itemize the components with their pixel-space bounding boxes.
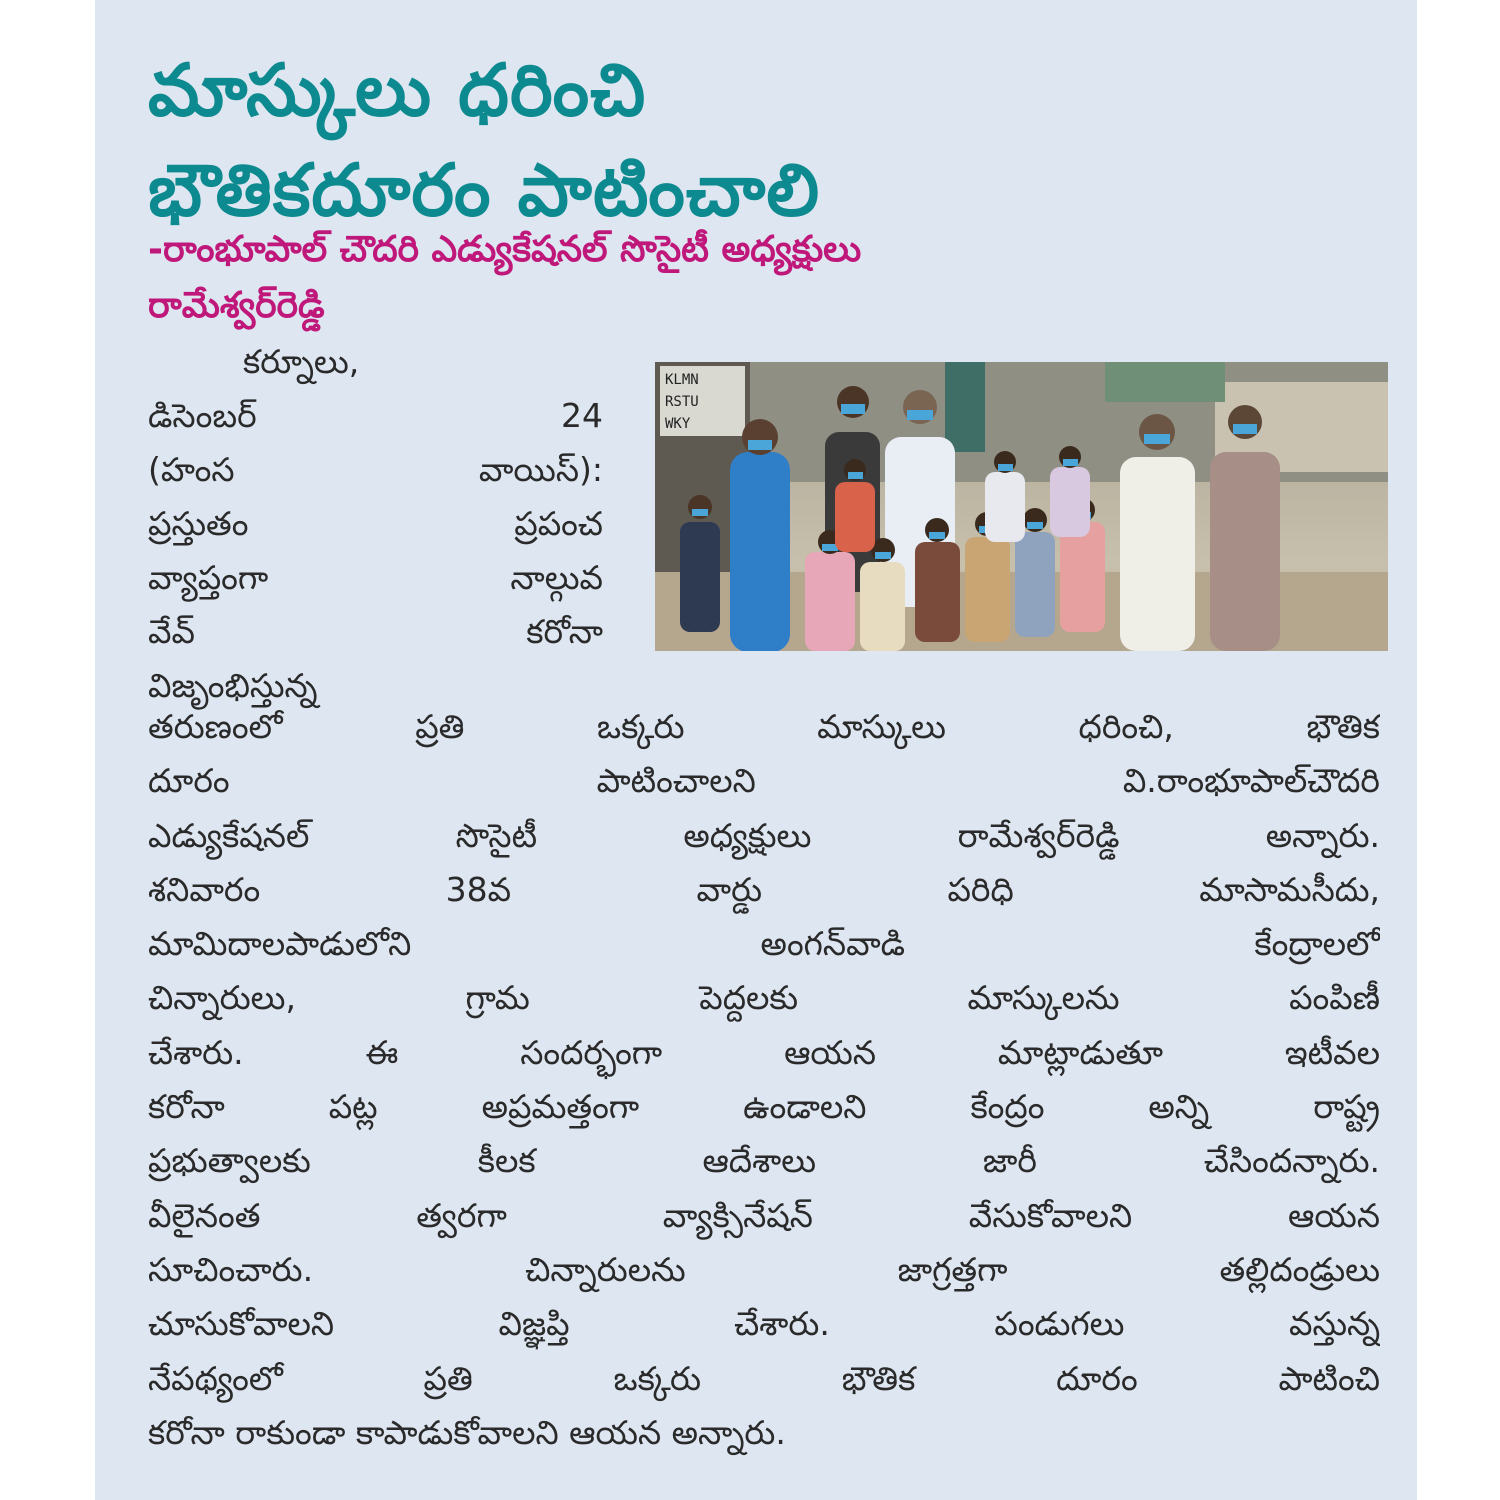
article-line: వీలైనంత త్వరగా వ్యాక్సినేషన్ వేసుకోవాలని ఆయన: [148, 1195, 1380, 1235]
article-line: సూచించారు. చిన్నారులను జాగ్రత్తగా తల్లిదండ్రులు: [148, 1249, 1380, 1289]
eye-chart-row-1: KLMN: [665, 372, 699, 388]
group-photo-illustration: [655, 362, 1388, 651]
article-line: వ్యాప్తంగా నాల్గువ: [148, 558, 603, 597]
article-line: మామిదాలపాడులోని అంగన్‌వాడి కేంద్రాలలో: [148, 924, 1380, 964]
article-line: కరోనా పట్ల అప్రమత్తంగా ఉండాలని కేంద్రం అన్ని రాష్ట్ర: [148, 1087, 1380, 1127]
article-line: చేశారు. ఈ సందర్భంగా ఆయన మాట్లాడుతూ ఇటీవల: [148, 1032, 1380, 1072]
article-line: ప్రభుత్వాలకు కీలక ఆదేశాలు జారీ చేసిందన్నారు.: [148, 1141, 1380, 1181]
article-line: వేవ్ కరోనా: [148, 612, 603, 651]
article-line: దూరం పాటించాలని వి.రాంభూపాల్‌చౌదరి: [148, 761, 1380, 801]
byline-line-1: -రాంభూపాల్ చౌదరి ఎడ్యుకేషనల్ సొసైటీ అధ్యక్షులు: [148, 229, 862, 270]
article-line: కర్నూలు,: [243, 342, 360, 381]
headline: [148, 40, 1388, 240]
news-photo: [655, 362, 1388, 651]
article-line: ఎడ్యుకేషనల్ సొసైటీ అధ్యక్షులు రామేశ్వర్‌రెడ్డి అన్నారు.: [148, 815, 1380, 855]
article-line: (హంస వాయిస్):: [148, 450, 603, 489]
article-line: విజృంభిస్తున్న: [148, 666, 318, 705]
headline-line-1: మాస్కులు ధరించి: [148, 48, 647, 132]
article-line: చూసుకోవాలని విజ్ఞప్తి చేశారు. పండుగలు వస్తున్న: [148, 1304, 1380, 1344]
article-line: శనివారం 38వ వార్డు పరిధి మాసామసీదు,: [148, 869, 1380, 909]
byline-line-2: రామేశ్వర్‌రెడ్డి: [148, 285, 325, 326]
article-intro: [148, 335, 603, 713]
eye-chart-row-2: RSTU: [665, 394, 699, 410]
article-line: కరోనా రాకుండా కాపాడుకోవాలని ఆయన అన్నారు.: [148, 1412, 786, 1452]
article-body: [148, 700, 1380, 1460]
headline-line-2: భౌతికదూరం పాటించాలి: [148, 148, 821, 232]
article-line: ప్రస్తుతం ప్రపంచ: [148, 504, 603, 543]
article-line: డిసెంబర్ 24: [148, 396, 603, 435]
article-line: తరుణంలో ప్రతి ఒక్కరు మాస్కులు ధరించి, భౌతిక: [148, 707, 1380, 746]
eye-chart-row-3: WKY: [665, 416, 691, 432]
byline: [148, 222, 1388, 334]
article-line: చిన్నారులు, గ్రామ పెద్దలకు మాస్కులను పంపిణీ: [148, 978, 1380, 1018]
article-line: నేపథ్యంలో ప్రతి ఒక్కరు భౌతిక దూరం పాటించి: [148, 1358, 1380, 1398]
